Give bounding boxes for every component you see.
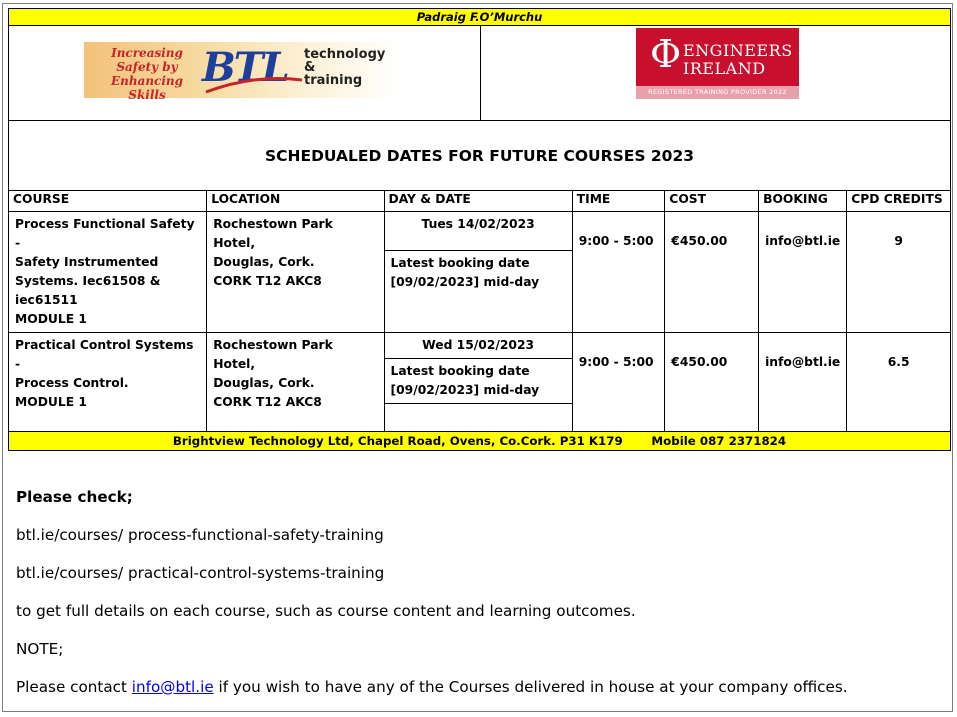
header-booking: BOOKING	[759, 191, 847, 212]
btl-word-training: training	[304, 73, 363, 88]
course-line: Systems. Iec61508 &	[15, 274, 161, 288]
contact-email-link[interactable]: info@btl.ie	[131, 678, 214, 696]
time-cell	[572, 212, 665, 333]
page-title: SCHEDUALED DATES FOR FUTURE COURSES 2023	[8, 121, 951, 191]
course-line: MODULE 1	[15, 312, 87, 326]
cost-cell	[665, 212, 759, 333]
notes-section	[16, 478, 848, 706]
location-line: Douglas, Cork.	[213, 255, 315, 269]
contact-suffix: if you wish to have any of the Courses delivered in house at your company offices.	[213, 678, 848, 696]
time-cell	[572, 333, 665, 441]
contact-paragraph	[16, 668, 848, 706]
btl-wordmark	[304, 48, 385, 87]
time-value: 9:00 - 5:00	[578, 234, 654, 248]
cost-value: €450.00	[671, 355, 728, 369]
course-link-control-systems: btl.ie/courses/ practical-control-systems-training	[16, 564, 385, 582]
course-cell	[9, 212, 207, 333]
course-line: Practical Control Systems -	[15, 338, 194, 371]
location-cell	[207, 333, 384, 441]
ei-line2: IRELAND	[683, 59, 766, 78]
header-location: LOCATION	[207, 191, 384, 212]
booking-email[interactable]: info@btl.ie	[765, 355, 841, 369]
ei-subtitle: REGISTERED TRAINING PROVIDER 2022	[636, 86, 799, 99]
header-day-date: DAY & DATE	[384, 191, 572, 212]
note-heading: NOTE;	[16, 640, 64, 658]
cpd-value: 6.5	[887, 355, 910, 369]
cost-value: €450.00	[671, 234, 728, 248]
btl-letters: BTL	[202, 44, 288, 91]
booking-cell	[759, 212, 847, 333]
cost-cell	[665, 333, 759, 441]
table-row	[9, 333, 951, 441]
please-check-heading: Please check;	[16, 488, 133, 506]
latest-booking	[385, 250, 572, 295]
cpd-value: 9	[894, 234, 903, 248]
header-cost: COST	[665, 191, 759, 212]
latest-booking-line: Latest booking date	[390, 364, 530, 378]
booking-cell	[759, 333, 847, 441]
date-cell	[384, 212, 572, 333]
company-footer: Brightview Technology Ltd, Chapel Road, Ovens, Co.Cork. P31 K179 Mobile 087 2371824	[8, 431, 951, 451]
course-line: MODULE 1	[15, 395, 87, 409]
cpd-cell	[847, 333, 951, 441]
location-cell	[207, 212, 384, 333]
latest-booking-line: Latest booking date	[390, 256, 530, 270]
course-line: Process Functional Safety -	[15, 217, 195, 250]
course-date: Wed 15/02/2023	[422, 338, 535, 352]
course-cell	[9, 333, 207, 441]
course-line: iec61511	[15, 293, 78, 307]
location-line: Rochestown Park Hotel,	[213, 338, 333, 371]
location-line: Douglas, Cork.	[213, 376, 315, 390]
course-line: Process Control.	[15, 376, 129, 390]
location-line: CORK T12 AKC8	[213, 274, 322, 288]
phi-icon: Φ	[650, 32, 682, 76]
engineers-ireland-logo	[636, 28, 799, 99]
location-line: Rochestown Park Hotel,	[213, 217, 333, 250]
date-cell	[384, 333, 572, 441]
course-schedule-table	[8, 190, 951, 441]
course-link-functional-safety: btl.ie/courses/ process-functional-safety-training	[16, 526, 384, 544]
btl-logo	[84, 42, 399, 102]
latest-booking-line: [09/02/2023] mid-day	[390, 275, 540, 289]
latest-booking	[385, 358, 572, 404]
header-cpd-credits: CPD CREDITS	[847, 191, 951, 212]
ei-line1: ENGINEERS	[683, 41, 793, 60]
table-header-row	[9, 191, 951, 212]
header-course: COURSE	[9, 191, 207, 212]
location-line: CORK T12 AKC8	[213, 395, 322, 409]
ei-name	[683, 42, 793, 78]
btl-word-technology: technology	[304, 47, 386, 62]
latest-booking-line: [09/02/2023] mid-day	[390, 383, 540, 397]
header-name: Padraig F.O’Murchu	[8, 8, 951, 26]
contact-prefix: Please contact	[16, 678, 132, 696]
cpd-cell	[847, 212, 951, 333]
btl-word-ampersand: &	[304, 60, 316, 75]
table-row	[9, 212, 951, 333]
header-time: TIME	[572, 191, 665, 212]
course-date: Tues 14/02/2023	[421, 217, 535, 231]
details-text: to get full details on each course, such as course content and learning outcomes.	[16, 602, 636, 620]
btl-swoosh-icon	[204, 72, 304, 96]
booking-email[interactable]: info@btl.ie	[765, 234, 841, 248]
course-line: Safety Instrumented	[15, 255, 159, 269]
btl-tagline: Increasing Safety by Enhancing Skills	[110, 46, 184, 102]
time-value: 9:00 - 5:00	[578, 355, 654, 369]
